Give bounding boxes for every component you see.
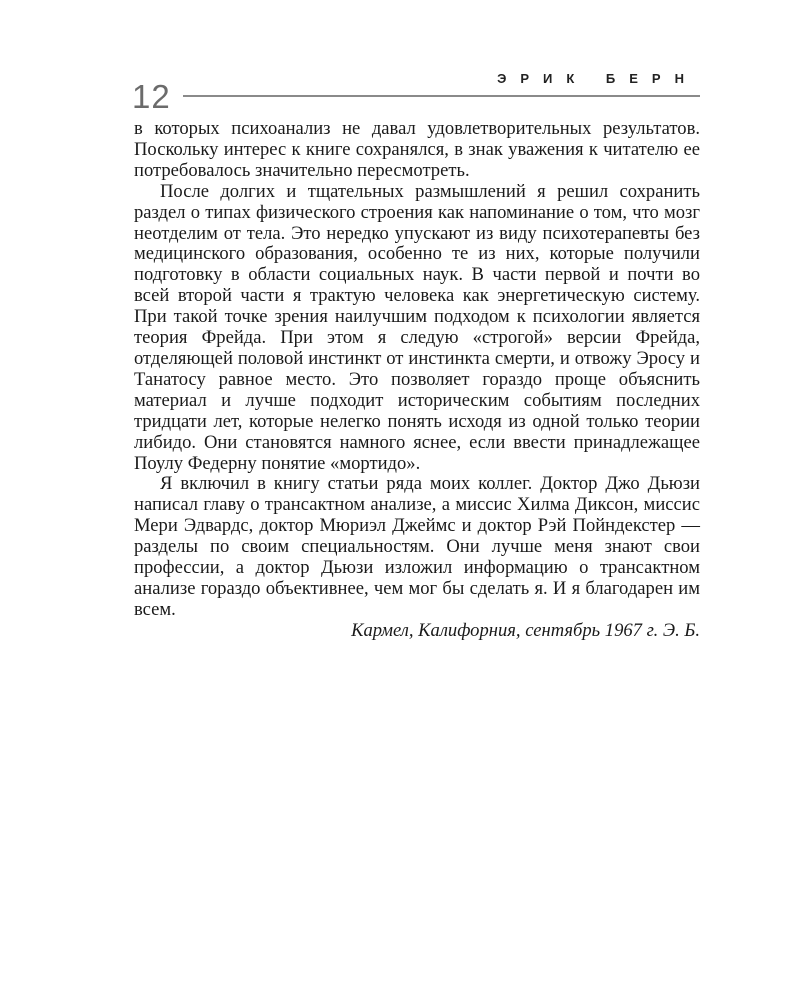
signature: Кармел, Калифорния, сентябрь 1967 г. Э. Б. bbox=[351, 619, 700, 641]
page-number: 12 bbox=[132, 78, 171, 115]
text-body bbox=[134, 119, 700, 642]
paragraph-1: в которых психоанализ не давал удовлетворительных результатов. Поскольку интерес к книге сохранялся, в знак уважения к читателю ее потребовалось значительно пересмотреть. bbox=[134, 118, 700, 181]
header-rule bbox=[183, 95, 700, 97]
paragraph-2: После долгих и тщательных размышлений я решил сохранить раздел о типах физического строения как напоминание о том, что мозг неотделим от тела. Это нередко упускают из виду психотерапевты без медицинского образования, особенно те из них, которые получили подготовку в области социальных наук. В части первой и почти во всей второй части я трактую человека как энергетическую систему. При такой точке зрения наилучшим подходом к психологии является теория Фрейда. При этом я следую «строгой» версии Фрейда, отделяющей половой инстинкт от инстинкта смерти, и отвожу Эросу и Танатосу равное место. Это позволяет гораздо проще объяснить материал и лучше подходит историческим событиям последних тридцати лет, которые нелегко понять исходя из одной только теории либидо. Они становятся намного яснее, если ввести принадлежащее Поулу Федерну понятие «мортидо». bbox=[134, 180, 700, 474]
paragraph-3: Я включил в книгу статьи ряда моих коллег. Доктор Джо Дьюзи написал главу о трансактном анализе, а миссис Хилма Диксон, миссис Мери Эдвардс, доктор Мюриэл Джеймс и доктор Рэй Пойндекстер — разделы по своим специальностям. Они лучше меня знают свои профессии, а доктор Дьюзи изложил информацию о трансактном анализе гораздо объективнее, чем мог бы сделать я. И я благодарен им всем. bbox=[134, 473, 700, 620]
running-head: ЭРИК БЕРН bbox=[497, 71, 698, 86]
